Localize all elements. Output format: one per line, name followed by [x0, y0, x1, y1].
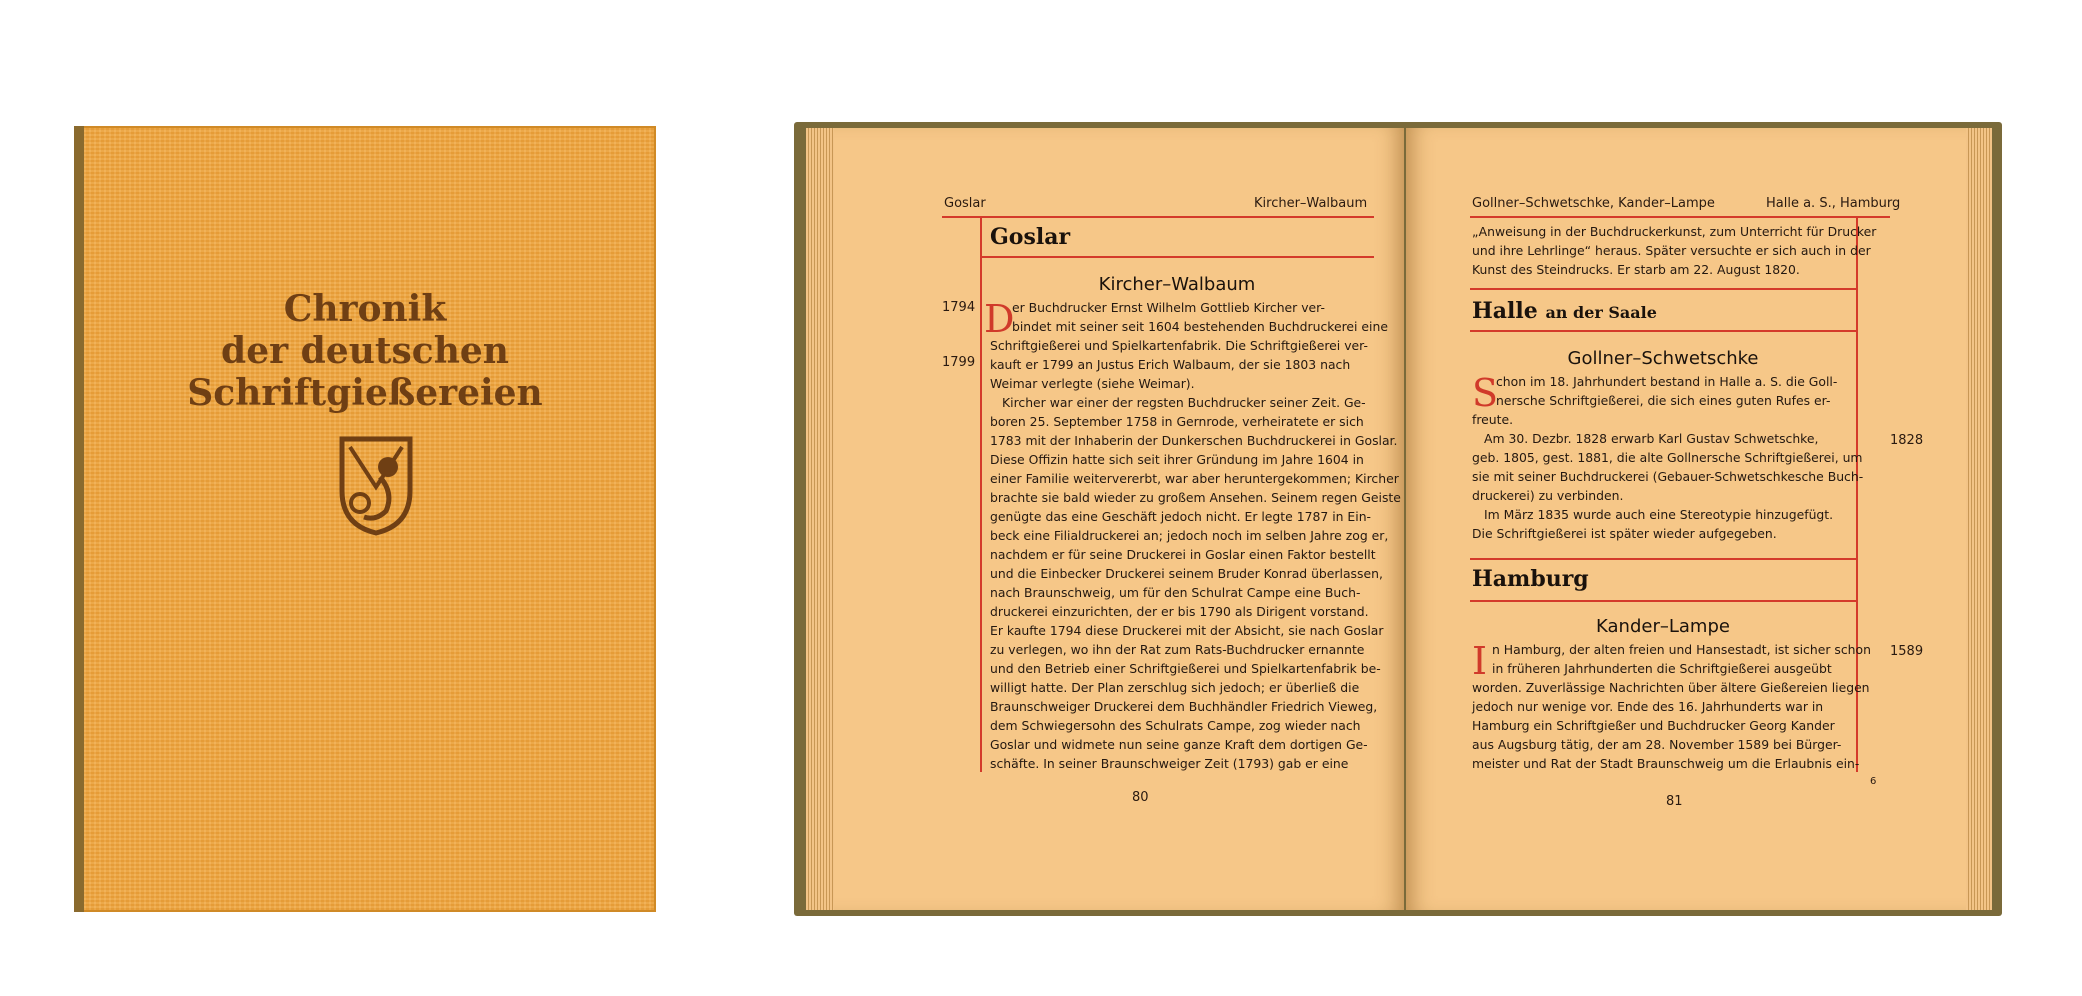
text-line: brachte sie bald wieder zu großem Ansehen. Seinem regen Geiste — [990, 490, 1401, 505]
text-line: boren 25. September 1758 in Gernrode, verheiratete er sich — [990, 414, 1364, 429]
page-number: 81 — [1666, 794, 1683, 809]
section-rule — [1470, 330, 1856, 332]
text-line: druckerei einzurichten, der er bis 1790 als Dirigent vorstand. — [990, 604, 1369, 619]
right-page — [1406, 128, 1966, 910]
text-line: und ihre Lehrlinge“ heraus. Später versuchte er sich auch in der — [1472, 243, 1871, 258]
text-line: Schriftgießerei und Spielkartenfabrik. Die Schriftgießerei ver- — [990, 338, 1368, 353]
drop-cap: D — [984, 297, 1015, 341]
text-line: druckerei) zu verbinden. — [1472, 488, 1624, 503]
header-rule — [942, 216, 1374, 218]
text-line: sie mit seiner Buchdruckerei (Gebauer-Schwetschkesche Buch- — [1472, 469, 1864, 484]
text-line: bindet mit seiner seit 1604 bestehenden Buchdruckerei eine — [1012, 319, 1388, 334]
page-edges-left — [806, 128, 834, 910]
text-line: worden. Zuverlässige Nachrichten über ältere Gießereien liegen — [1472, 680, 1870, 695]
text-line: er Buchdrucker Ernst Wilhelm Gottlieb Kircher ver- — [1012, 300, 1325, 315]
section-title-goslar: Goslar — [990, 224, 1071, 250]
text-line: n Hamburg, der alten freien und Hansestadt, ist sicher schon — [1492, 642, 1871, 657]
text-line: und den Betrieb einer Schriftgießerei und Spielkartenfabrik be- — [990, 661, 1381, 676]
text-line: 1783 mit der Inhaberin der Dunkerschen Buchdruckerei in Goslar. — [990, 433, 1398, 448]
subsection-title: Gollner–Schwetschke — [1567, 348, 1759, 369]
text-line: Kunst des Steindrucks. Er starb am 22. August 1820. — [1472, 262, 1800, 277]
text-line: nach Braunschweig, um für den Schulrat Campe eine Buch- — [990, 585, 1361, 600]
header-rule — [1470, 216, 1890, 218]
book-cover — [74, 126, 656, 912]
text-line: aus Augsburg tätig, der am 28. November 1589 bei Bürger- — [1472, 737, 1842, 752]
text-line: Die Schriftgießerei ist später wieder aufgegeben. — [1472, 526, 1777, 541]
text-line: jedoch nur wenige vor. Ende des 16. Jahrhunderts war in — [1472, 699, 1824, 714]
page-number: 80 — [1132, 790, 1149, 805]
text-line: einer Familie weitervererbt, war aber heruntergekommen; Kircher — [990, 471, 1399, 486]
margin-year: 1794 — [942, 300, 976, 315]
coat-of-arms-icon — [336, 433, 416, 537]
left-running-header: Goslar — [944, 196, 986, 211]
text-line: Am 30. Dezbr. 1828 erwarb Karl Gustav Schwetschke, — [1484, 431, 1819, 446]
right-running-header-right: Halle a. S., Hamburg — [1766, 196, 1901, 211]
margin-rule — [980, 216, 982, 772]
text-line: willigt hatte. Der Plan zerschlug sich jedoch; er überließ die — [990, 680, 1360, 695]
text-line: Hamburg ein Schriftgießer und Buchdrucker Georg Kander — [1472, 718, 1835, 733]
section-title-halle — [1472, 298, 1657, 324]
text-line: meister und Rat der Stadt Braunschweig um die Erlaubnis ein- — [1472, 756, 1860, 771]
text-line: Goslar und widmete nun seine ganze Kraft dem dortigen Ge- — [990, 737, 1368, 752]
cover-title-line-2: der deutschen — [221, 330, 509, 372]
text-line: Braunschweiger Druckerei dem Buchhändler Friedrich Vieweg, — [990, 699, 1378, 714]
text-line: nersche Schriftgießerei, die sich eines guten Rufes er- — [1496, 393, 1831, 408]
text-line: schäfte. In seiner Braunschweiger Zeit (1793) gab er eine — [990, 756, 1349, 771]
text-line: chon im 18. Jahrhundert bestand in Halle a. S. die Goll- — [1496, 374, 1838, 389]
text-line: dem Schwiegersohn des Schulrats Campe, zog wieder nach — [990, 718, 1361, 733]
text-line: kauft er 1799 an Justus Erich Walbaum, der sie 1803 nach — [990, 357, 1351, 372]
page-edges-right — [1966, 128, 1992, 910]
subsection-title: Kander–Lampe — [1596, 616, 1730, 637]
drop-cap: S — [1472, 371, 1499, 415]
text-line: Im März 1835 wurde auch eine Stereotypie hinzugefügt. — [1484, 507, 1834, 522]
section-rule — [980, 256, 1374, 258]
text-line: Weimar verlegte (siehe Weimar). — [990, 376, 1195, 391]
section-title-hamburg: Hamburg — [1472, 566, 1589, 592]
section-rule — [1470, 558, 1856, 560]
left-running-header-right: Kircher–Walbaum — [1254, 196, 1368, 211]
cover-title — [74, 288, 656, 414]
section-title-halle-name: Halle — [1472, 298, 1538, 324]
text-line: zu verlegen, wo ihn der Rat zum Rats-Buchdrucker ernannte — [990, 642, 1365, 657]
section-title-halle-suffix: an der Saale — [1545, 303, 1657, 322]
cover-title-line-3: Schriftgießereien — [187, 372, 543, 414]
drop-cap: I — [1472, 639, 1488, 683]
cover-spine — [74, 126, 84, 912]
text-line: in früheren Jahrhunderten die Schriftgießerei ausgeübt — [1492, 661, 1832, 676]
section-rule — [1470, 600, 1856, 602]
text-line: nachdem er für seine Druckerei in Goslar einen Faktor bestellt — [990, 547, 1376, 562]
subsection-title: Kircher–Walbaum — [1098, 274, 1256, 295]
right-running-header: Gollner–Schwetschke, Kander–Lampe — [1472, 196, 1715, 211]
text-line: genügte das eine Geschäft jedoch nicht. Er legte 1787 in Ein- — [990, 509, 1372, 524]
text-line: Er kaufte 1794 diese Druckerei mit der Absicht, sie nach Goslar — [990, 623, 1384, 638]
text-line: geb. 1805, gest. 1881, die alte Gollnersche Schriftgießerei, um — [1472, 450, 1863, 465]
open-book — [794, 122, 2002, 916]
text-line: Kircher war einer der regsten Buchdrucker seiner Zeit. Ge- — [1002, 395, 1366, 410]
margin-year: 1799 — [942, 355, 976, 370]
section-rule — [1470, 288, 1856, 290]
left-page — [834, 128, 1404, 910]
text-line: Diese Offizin hatte sich seit ihrer Gründung im Jahre 1604 in — [990, 452, 1364, 467]
cover-title-line-1: Chronik — [283, 288, 447, 330]
margin-year: 1589 — [1890, 644, 1924, 659]
text-line: und die Einbecker Druckerei seinem Bruder Konrad überlassen, — [990, 566, 1383, 581]
text-line: freute. — [1472, 412, 1514, 427]
text-line: beck eine Filialdruckerei an; jedoch noch im selben Jahre zog er, — [990, 528, 1389, 543]
text-line: „Anweisung in der Buchdruckerkunst, zum Unterricht für Drucker — [1472, 224, 1877, 239]
signature-mark: 6 — [1870, 776, 1877, 787]
margin-year: 1828 — [1890, 433, 1924, 448]
